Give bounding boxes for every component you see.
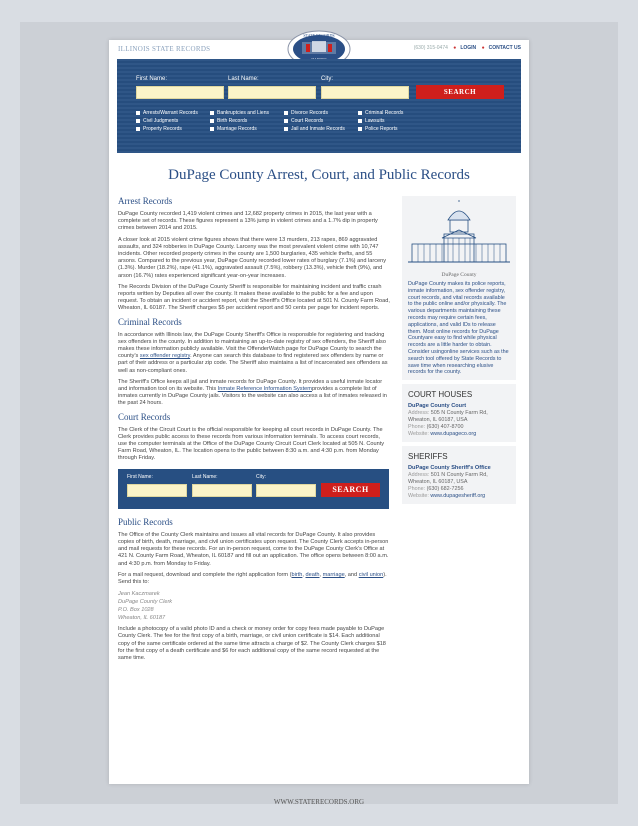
first-name-input[interactable] <box>136 86 224 99</box>
address-line: Wheaton, IL 60187 <box>118 615 166 622</box>
criminal-paragraph-1: In accordance with Illinois law, the DuPage County Sheriff's Office is responsible for registering and tracking sex offenders in the county. In addition to maintaining an up-to-date registry of sex offenders, the Sheriff also makes these information publicly available. Visit the OffenderWatch page for DuPage County to search the county's sex offender registry. Anyone can search this database to find registered sex offenders by name or part of their address or a particular zip code. The Sheriff also maintains a list of incarcerated sex offenders as well as non-compliant ones. <box>118 331 388 374</box>
page-sheet <box>109 33 529 784</box>
sidebar-description: DuPage County makes its police reports, inmate information, sex offender registry, court records, and vital records available to the public online and/or physically. The various departments maintaining these records may require certain fees, applications, and valid IDs to release them. Most online records for DuPage Countyare easy to find while physical records are a little harder to obtain. Consider usingonline services such as the search tool offered by State Records to save time when researching elusive records for the county. <box>408 281 509 376</box>
sheriff-address: Address: 501 N County Farm Rd, Wheaton, IL 60187, USA <box>408 472 488 486</box>
inline-first-name-label: First Name: <box>127 473 153 480</box>
contact-link[interactable]: CONTACT US <box>488 45 521 51</box>
state-records-link[interactable]: State Records <box>461 355 496 362</box>
sheriff-website-link[interactable]: www.dupagesheriff.org <box>430 493 486 500</box>
inline-search-button[interactable]: SEARCH <box>321 483 380 497</box>
court-records-heading: Court Records <box>118 411 171 422</box>
civil-union-form-link[interactable]: civil union <box>358 571 384 578</box>
checkbox-arrests[interactable]: Arrests/Warrant Records <box>136 110 198 116</box>
criminal-paragraph-2: The Sheriff's Office keeps all jail and inmate records for DuPage County. It provides a useful inmate locator and information tool on its website. This Inmate Reference Information Systemprovides a complete list of inmates currently in DuPage County jails. Visitors to the website can also access a list of inmates released in the past 24 hours. <box>118 378 387 407</box>
checkbox-property[interactable]: Property Records <box>136 126 182 132</box>
inline-last-name-input[interactable] <box>192 484 252 497</box>
city-label: City: <box>321 76 333 82</box>
checkbox-divorce[interactable]: Divorce Records <box>284 110 328 116</box>
bullet-icon: ● <box>481 45 485 51</box>
footer-url[interactable]: WWW.STATERECORDS.ORG <box>273 798 365 806</box>
arrest-paragraph-3: The Records Division of the DuPage County Sheriff is responsible for maintaining incident and traffic crash reports written by Deputies all over the county. It makes these available to the public for a fee and upon request. To obtain an incident or accident report, visit the Sheriff's Office located at 501 N. County Farm Road, Wheaton, IL 60187. The Sheriff charges $5 per accident report and 50 cents per page for incident reports. <box>118 283 390 312</box>
mailing-address <box>118 590 390 622</box>
court-paragraph-1: The Clerk of the Circuit Court is the official responsible for keeping all court records in DuPage County. The Clerk provides public access to these records from various information terminals. To access court records, use the computer terminals at the Office of the DuPage County Circuit Court Clerk located at 505 N. County Farm Road, Wheaton, IL. The location opens to the public between 8:30 a.m. and 4:30 p.m. from Monday through Friday. <box>118 426 385 462</box>
checkbox-icon <box>284 119 288 123</box>
inline-search-panel <box>118 469 389 509</box>
sheriffs-card <box>402 446 516 504</box>
checkbox-jail-inmate[interactable]: Jail and Inmate Records <box>284 126 345 132</box>
checkbox-icon <box>136 111 140 115</box>
sheriff-phone: Phone: (630) 682-7256 <box>408 486 464 493</box>
arrest-paragraph-2: A closer look at 2015 violent crime figures shows that there were 13 murders, 213 rapes, 869 aggravated assaults, and 324 robberies in DuPage County. Larceny was the most prevalent violent crime with 10,747 incidents. Other recorded property crimes in the county are 1,500 burglaries, 435 vehicle thefts, and 55 arsons. Compared to the previous year, DuPage County recorded lower rates of burglary (7.1%) and larceny (1.3%). Murder (18.2%), rape (41.1%), aggravated assault (7.5%), robbery (13.3%), vehicle theft (9%), and arson (16.7%) rates experienced significant year-on-year increases. <box>118 236 387 279</box>
checkbox-birth[interactable]: Birth Records <box>210 118 247 124</box>
checkbox-icon <box>210 127 214 131</box>
capitol-building-illustration <box>408 200 510 264</box>
page-title: DuPage County Arrest, Court, and Public Records <box>168 167 470 183</box>
marriage-form-link[interactable]: marriage <box>322 571 345 578</box>
sidebar-caption: DuPage County <box>441 272 477 278</box>
search-button[interactable]: SEARCH <box>416 85 504 99</box>
courthouses-heading: COURT HOUSES <box>408 390 473 400</box>
hero-search-panel <box>117 59 521 153</box>
arrest-records-heading: Arrest Records <box>118 196 173 206</box>
address-line: DuPage County Clerk <box>118 599 173 606</box>
checkbox-criminal[interactable]: Criminal Records <box>358 110 403 116</box>
courthouse-name: DuPage County Court <box>408 403 467 410</box>
checkbox-icon <box>358 127 362 131</box>
last-name-input[interactable] <box>228 86 316 99</box>
checkbox-icon <box>284 111 288 115</box>
address-line: Jean Kaczmarek <box>118 591 160 598</box>
courthouse-phone: Phone: (630) 407-8700 <box>408 424 464 431</box>
checkbox-icon <box>210 111 214 115</box>
main-content <box>118 196 390 666</box>
sex-offender-registry-link[interactable]: sex offender registry <box>139 353 191 360</box>
logo-top-text: STATE RECORDS <box>303 33 335 38</box>
inmate-reference-link[interactable]: Inmate Reference Information System <box>217 386 312 393</box>
birth-form-link[interactable]: birth <box>291 571 303 578</box>
inline-first-name-input[interactable] <box>127 484 187 497</box>
inline-city-input[interactable] <box>256 484 316 497</box>
brand-text[interactable]: ILLINOIS STATE RECORDS <box>118 45 211 53</box>
checkbox-icon <box>136 127 140 131</box>
checkbox-police[interactable]: Police Reports <box>358 126 398 132</box>
checkbox-bankruptcies[interactable]: Bankruptcies and Liens <box>210 110 269 116</box>
courthouse-website: Website: www.dupageco.org <box>408 431 477 438</box>
public-records-heading: Public Records <box>118 516 173 527</box>
last-name-label: Last Name: <box>228 76 259 82</box>
county-info-card <box>402 196 516 380</box>
city-input[interactable] <box>321 86 409 99</box>
checkbox-icon <box>358 119 362 123</box>
sheriffs-heading: SHERIFFS <box>408 452 448 462</box>
inline-city-label: City: <box>256 473 266 480</box>
checkbox-icon <box>210 119 214 123</box>
public-paragraph-1: The Office of the County Clerk maintains and issues all vital records for DuPage County. It also provides copies of birth, death, marriage, and civil union certificates upon request. The County Clerk accepts in-person and mail requests for these records. For an in-person request, come to the DuPage County Clerk's Office at 421 N. County Farm Road, Wheaton, IL 60187 and fill out an application. The office opens between 8:00 a.m. and 4:30 p.m. from Monday to Friday. <box>118 531 389 567</box>
checkbox-marriage[interactable]: Marriage Records <box>210 126 257 132</box>
courthouse-website-link[interactable]: www.dupageco.org <box>430 431 477 438</box>
checkbox-court[interactable]: Court Records <box>284 118 323 124</box>
login-link[interactable]: LOGIN <box>460 45 477 51</box>
sheriff-name: DuPage County Sheriff's Office <box>408 465 491 472</box>
public-paragraph-2: For a mail request, download and complete the right application form (birth, death, marriage, and civil union). Send this to: <box>118 571 387 585</box>
courthouses-card <box>402 384 516 442</box>
death-form-link[interactable]: death <box>305 571 320 578</box>
checkbox-icon <box>284 127 288 131</box>
checkbox-civil-judgments[interactable]: Civil Judgments <box>136 118 178 124</box>
sheriff-website: Website: www.dupagesheriff.org <box>408 493 486 500</box>
first-name-label: First Name: <box>136 76 168 82</box>
phone-number: (630) 315-0474 <box>413 45 448 51</box>
checkbox-icon <box>358 111 362 115</box>
courthouse-address: Address: 505 N County Farm Rd, Wheaton, IL 60187, USA <box>408 410 488 424</box>
sidebar <box>402 196 516 508</box>
bullet-icon: ● <box>453 45 457 51</box>
public-paragraph-3: Include a photocopy of a valid photo ID and a check or money order for copy fees made payable to DuPage County Clerk. The fee for the first copy of a birth, marriage, or civil union certificate is $14. Each additional copy of the same certificate ordered at the same time attracts a charge of $2. The County Clerk charges $18 for the first copy of a death certificate and $6 for each additional copy of the same record requested at the same time. <box>118 626 386 661</box>
top-links <box>410 45 521 51</box>
criminal-records-heading: Criminal Records <box>118 316 182 327</box>
inline-last-name-label: Last Name: <box>192 473 218 480</box>
address-line: P.O. Box 1028 <box>118 607 154 614</box>
checkbox-icon <box>136 119 140 123</box>
checkbox-lawsuits[interactable]: Lawsuits <box>358 118 384 124</box>
arrest-paragraph-1: DuPage County recorded 1,419 violent crimes and 12,682 property crimes in 2015, the last year with a complete set of records. These figures represent a 13% jump in violent crimes and a 1.7% dip in property crimes between 2014 and 2015. <box>118 211 378 232</box>
